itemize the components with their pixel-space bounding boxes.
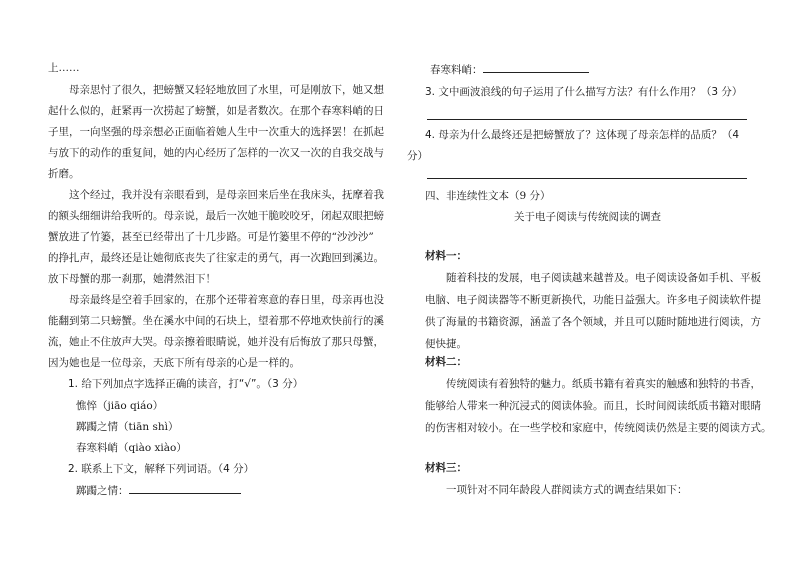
material-3-label: 材料三：: [425, 462, 467, 474]
para2-line: 蟹放进了竹篓，甚至已经带出了十几步路。可是竹篓里不停的“沙沙沙”: [48, 231, 374, 243]
question-2: 2. 联系上下文，解释下列词语。（4 分）: [68, 463, 255, 475]
q1-option: 春寒料峭（qiào xiào）: [76, 442, 187, 454]
q1-option: 踯躅之情（tiān shì）: [76, 421, 179, 433]
answer-line[interactable]: [427, 178, 747, 179]
para1-line: 母亲思忖了很久，把螃蟹又轻轻地放回了水里，可是刚放下，她又想: [69, 84, 384, 96]
para1-line: 折磨。: [48, 168, 80, 180]
q2-term-label: 踯躅之情：: [76, 485, 129, 497]
para1-line: 子里，一向坚强的母亲想必正面临着她人生中一次重大的选择罢！在抓起: [48, 126, 384, 138]
term2-label: 春寒料峭：: [430, 64, 483, 76]
material-2-line: 传统阅读有着独特的魅力。纸质书籍有着真实的触感和独特的书香，: [446, 378, 761, 390]
q2-answer-row-2: [430, 60, 589, 81]
para3-line: 能翻到第二只螃蟹。坐在溪水中间的石块上，望着那不停地欢快前行的溪: [48, 315, 384, 327]
para2-line: 这个经过，我并没有亲眼看到，是母亲回来后坐在我床头，抚摩着我: [69, 189, 384, 201]
q2-answer-row: [76, 481, 241, 502]
material-2-line: 的伤害相对较小。在一些学校和家庭中，传统阅读仍然是主要的阅读方式。: [425, 422, 772, 434]
material-1-line: 随着科技的发展，电子阅读越来越普及。电子阅读设备如手机、平板: [446, 272, 761, 284]
text-line: 上……: [48, 62, 80, 74]
para1-line: 与放下的动作的重复间，她的内心经历了怎样的一次又一次的自我交战与: [48, 147, 384, 159]
para2-line: 的额头细细讲给我听的。母亲说，最后一次她干脆咬咬牙，闭起双眼把螃: [48, 210, 384, 222]
question-1: 1. 给下列加点字选择正确的读音，打“√”。（3 分）: [68, 378, 304, 390]
article-title: 关于电子阅读与传统阅读的调查: [514, 211, 661, 223]
para3-line: 流，她止不住放声大哭。母亲擦着眼睛说，她并没有后悔放了那只母蟹，: [48, 336, 384, 348]
material-2-label: 材料二：: [425, 356, 467, 368]
q1-option: 憔悴（jiāo qiáo）: [76, 400, 164, 412]
section-heading: 四、非连续性文本（9 分）: [425, 190, 551, 202]
material-1-line: 电脑、电子阅读器等不断更新换代，功能日益强大。许多电子阅读软件提: [425, 294, 761, 306]
para3-line: 因为她也是一位母亲，天底下所有母亲的心是一样的。: [48, 357, 300, 369]
material-1-line: 便快捷。: [425, 338, 467, 350]
question-4: 4. 母亲为什么最终还是把螃蟹放了？这体现了母亲怎样的品质？（4: [425, 129, 740, 141]
answer-line[interactable]: [427, 119, 747, 120]
material-2-line: 能够给人带来一种沉浸式的阅读体验。而且，长时间阅读纸质书籍对眼睛: [425, 400, 761, 412]
material-3-line: 一项针对不同年龄段人群阅读方式的调查结果如下：: [446, 484, 688, 496]
question-3: 3. 文中画波浪线的句子运用了什么描写方法？有什么作用？（3 分）: [425, 86, 743, 98]
para3-line: 母亲最终是空着手回家的，在那个还带着寒意的春日里，母亲再也没: [69, 294, 384, 306]
question-4-cont: 分）: [407, 150, 428, 162]
answer-blank[interactable]: [483, 61, 589, 73]
para2-line: 放下母蟹的那一刹那，她潸然泪下！: [48, 273, 216, 285]
material-1-label: 材料一：: [425, 250, 467, 262]
answer-blank[interactable]: [129, 482, 241, 494]
material-1-line: 供了海量的书籍资源，涵盖了各个领域，并且可以随时随地进行阅读，方: [425, 316, 761, 328]
para1-line: 起什么似的，赶紧再一次捞起了螃蟹，如是者数次。在那个春寒料峭的日: [48, 105, 384, 117]
para2-line: 的挣扎声，最终还是让她彻底丧失了往家走的勇气，再一次跑回到溪边。: [48, 252, 384, 264]
